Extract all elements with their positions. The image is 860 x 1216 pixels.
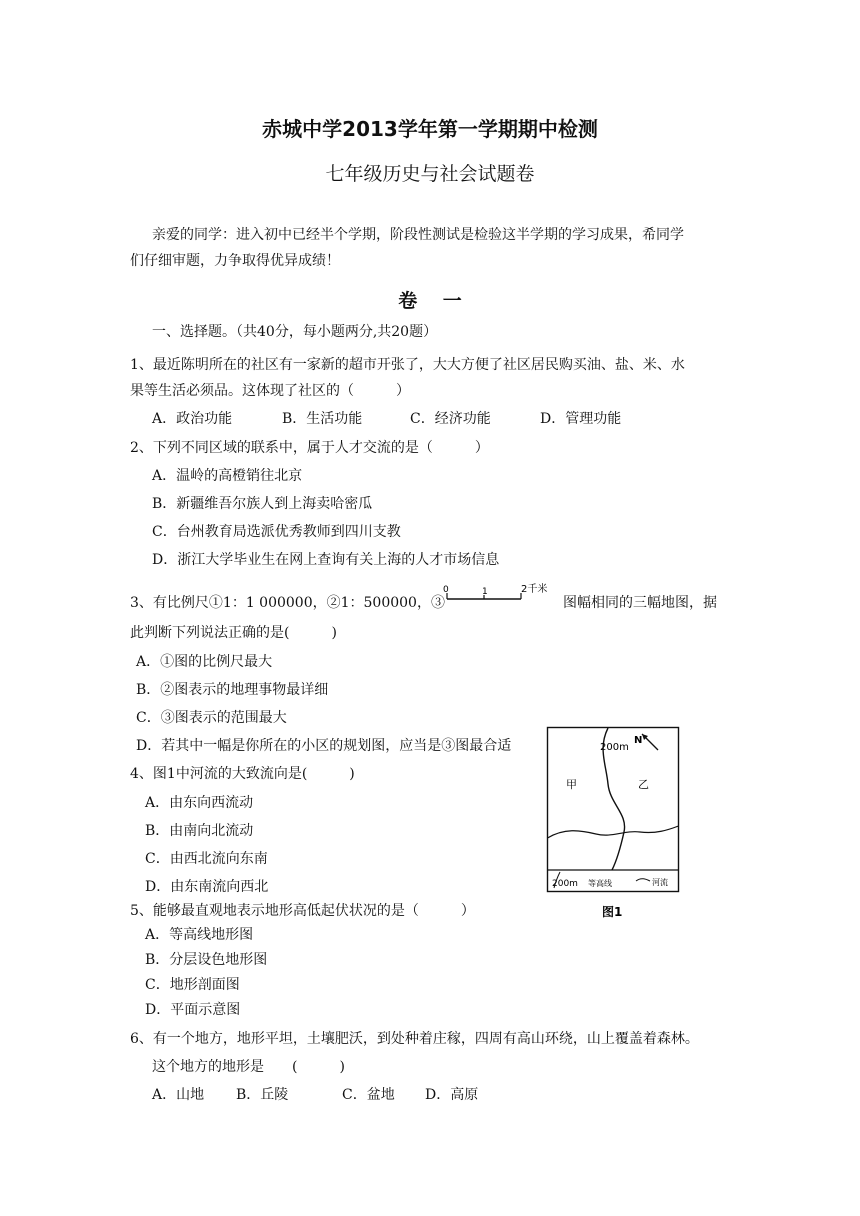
figure-1-contour-map	[546, 726, 680, 928]
q4-option-a: A．由东向西流动	[145, 795, 254, 811]
section-label: 卷 一	[398, 290, 462, 312]
q3-option-c: C．③图表示的范围最大	[136, 710, 287, 726]
q2-option-c: C．台州教育局选派优秀教师到四川支教	[152, 524, 401, 540]
q5-option-d: D．平面示意图	[145, 1002, 241, 1018]
q6-option-c: C．盆地	[342, 1087, 395, 1103]
q3-stem-part-1: 3、有比例尺①1：1 000000，②1：500000，③	[130, 595, 445, 611]
scale-tick-2: 2千米	[521, 584, 548, 595]
intro-line-1: 亲爱的同学：进入初中已经半个学期，阶段性测试是检验这半学期的学习成果，希同学	[152, 227, 684, 243]
intro-line-2: 们仔细审题，力争取得优异成绩！	[130, 253, 340, 269]
q3-option-d: D．若其中一幅是你所在的小区的规划图，应当是③图最合适	[136, 738, 512, 754]
q1-option-c: C．经济功能	[410, 411, 491, 427]
q2-option-b: B．新疆维吾尔族人到上海卖哈密瓜	[152, 496, 373, 512]
q3-stem-line-2: 此判断下列说法正确的是( )	[130, 625, 337, 641]
q6-stem-line-2: 这个地方的地形是 ( )	[152, 1059, 345, 1075]
q4-option-c: C．由西北流向东南	[145, 851, 268, 867]
q5-option-b: B．分层设色地形图	[145, 952, 268, 968]
q6-stem-line-1: 6、有一个地方，地形平坦，土壤肥沃，到处种着庄稼，四周有高山环绕，山上覆盖着森林。	[130, 1031, 699, 1047]
river-line	[548, 826, 679, 838]
q2-option-d: D．浙江大学毕业生在网上查询有关上海的人才市场信息	[152, 552, 500, 568]
q4-option-d: D．由东南流向西北	[145, 879, 269, 895]
contour-label: 200m	[600, 742, 629, 753]
q2-option-a: A．温岭的高橙销往北京	[152, 468, 303, 484]
q5-stem: 5、能够最直观地表示地形高低起伏状况的是（ ）	[130, 903, 475, 919]
legend-river-label: 河流	[652, 878, 668, 887]
exam-title: 赤城中学2013学年第一学期期中检测	[262, 117, 598, 141]
q2-stem: 2、下列不同区域的联系中，属于人才交流的是（ ）	[130, 440, 489, 456]
scale-bar-graphic	[437, 583, 557, 605]
q5-option-a: A．等高线地形图	[145, 927, 254, 943]
scale-tick-1: 1	[482, 587, 488, 597]
q4-stem: 4、图1中河流的大致流向是( )	[130, 766, 355, 782]
q6-option-b: B．丘陵	[236, 1087, 289, 1103]
q3-option-b: B．②图表示的地理事物最详细	[136, 682, 329, 698]
q3-stem-part-2: 图幅相同的三幅地图，据	[563, 595, 717, 611]
q1-option-a: A．政治功能	[152, 411, 233, 427]
north-label: N	[634, 735, 643, 746]
q1-option-b: B．生活功能	[282, 411, 363, 427]
exam-subtitle: 七年级历史与社会试题卷	[325, 163, 535, 185]
q1-stem-line-1: 1、最近陈明所在的社区有一家新的超市开张了，大大方便了社区居民购买油、盐、米、水	[130, 357, 685, 373]
q3-option-a: A．①图的比例尺最大	[136, 654, 273, 670]
section-heading: 一、选择题。（共40分，每小题两分,共20题）	[152, 324, 438, 340]
legend-contour-label: 等高线	[588, 879, 612, 888]
right-region-label: 乙	[638, 778, 649, 791]
q5-option-c: C．地形剖面图	[145, 977, 240, 993]
figure-caption: 图1	[602, 905, 623, 919]
q1-option-d: D．管理功能	[540, 411, 622, 427]
legend-contour-value: 200m	[552, 879, 578, 889]
q6-option-d: D．高原	[425, 1087, 479, 1103]
q1-stem-line-2: 果等生活必须品。这体现了社区的（ ）	[130, 383, 410, 399]
left-region-label: 甲	[566, 778, 577, 791]
q6-option-a: A．山地	[152, 1087, 205, 1103]
scale-tick-0: 0	[443, 585, 449, 595]
q4-option-b: B．由南向北流动	[145, 823, 254, 839]
